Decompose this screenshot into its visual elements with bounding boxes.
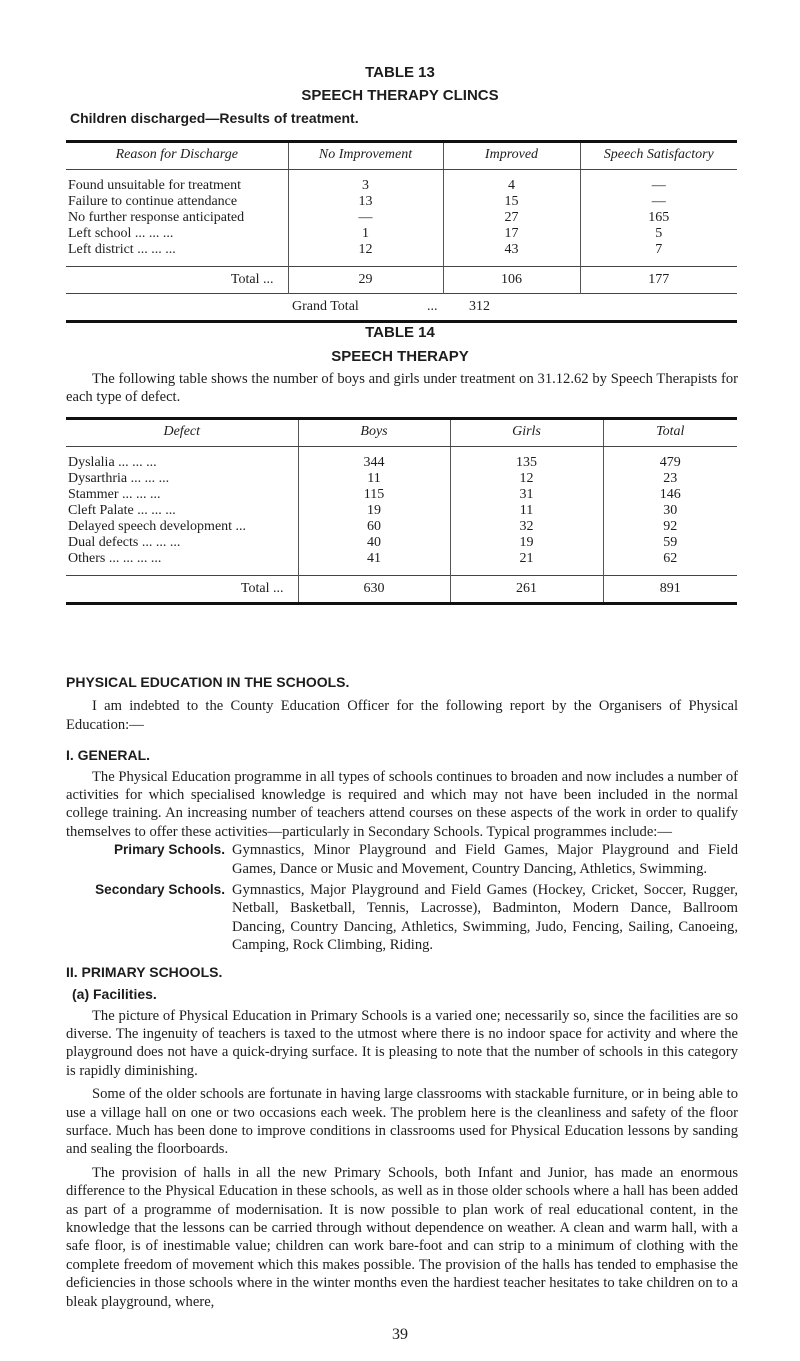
row-label: No further response anticipated	[68, 210, 245, 225]
header-speech-satisfactory: Speech Satisfactory	[580, 142, 737, 170]
cell-total: 62	[603, 551, 737, 567]
table13-header-row	[66, 142, 737, 170]
cell-satisfactory: 7	[580, 242, 737, 258]
cell-total: 30	[603, 503, 737, 519]
table14-intro: The following table shows the number of boys and girls under treatment on 31.12.62 by Speech Therapists for each type of defect.	[66, 371, 738, 406]
header-improved: Improved	[443, 142, 580, 170]
cell-girls: 32	[450, 519, 603, 535]
total-label: Total ...	[66, 576, 298, 604]
cell-total: 146	[603, 487, 737, 503]
table-row	[66, 178, 737, 194]
cell-satisfactory: —	[580, 194, 737, 210]
row-label: Others ... ... ... ...	[68, 551, 162, 566]
physical-education-section	[66, 673, 738, 1311]
total-girls: 261	[450, 576, 603, 604]
table-row	[66, 503, 737, 519]
header-boys: Boys	[298, 419, 450, 447]
table13	[66, 140, 737, 323]
cell-improved: 15	[443, 194, 580, 210]
primary-label: Primary Schools.	[113, 842, 225, 858]
table13-title: TABLE 13	[365, 64, 435, 81]
table-row	[66, 487, 737, 503]
primary-programme	[66, 841, 738, 878]
cell-boys: 11	[298, 471, 450, 487]
table-row	[66, 226, 737, 242]
table-row	[66, 519, 737, 535]
table13-caption: Children discharged—Results of treatment.	[70, 110, 359, 126]
cell-girls: 11	[450, 503, 603, 519]
table-row	[66, 455, 737, 471]
primary-schools-heading: II. PRIMARY SCHOOLS.	[66, 963, 223, 980]
table13-subtitle: SPEECH THERAPY CLINCS	[301, 87, 499, 104]
table-row	[66, 210, 737, 226]
row-label: Left district ... ... ...	[68, 242, 176, 257]
page-number: 39	[392, 1326, 408, 1343]
table-row	[66, 551, 737, 567]
paragraph: The picture of Physical Education in Primary Schools is a varied one; necessarily so, since the facilities are so diverse. The ingenuity of teachers is taxed to the utmost where there is no indoor space for activity and where the playground does not have a quick-drying surface. It is pleasing to note that the number of schools in this category is rapidly diminishing.	[66, 1007, 738, 1079]
row-label: Dyslalia ... ... ...	[68, 455, 157, 470]
general-heading: I. GENERAL.	[66, 747, 151, 764]
cell-boys: 60	[298, 519, 450, 535]
table13-grand-total-row	[66, 294, 737, 322]
section-heading: PHYSICAL EDUCATION IN THE SCHOOLS.	[66, 674, 350, 690]
table14	[66, 417, 737, 605]
cell-no-improvement: —	[288, 210, 443, 226]
cell-girls: 19	[450, 535, 603, 551]
table14-subtitle: SPEECH THERAPY	[331, 348, 469, 365]
row-label: Failure to continue attendance	[68, 194, 238, 209]
header-reason: Reason for Discharge	[66, 142, 288, 170]
cell-no-improvement: 12	[288, 242, 443, 258]
secondary-label: Secondary Schools.	[95, 882, 225, 898]
cell-total: 23	[603, 471, 737, 487]
paragraph: The provision of halls in all the new Primary Schools, both Infant and Junior, has made an enormous difference to the Physical Education in these schools, as well as in those older schools where a hall has been added as part of a programme of modernisation. It is now possible to plan work of real educational content, in the knowledge that the lessons can be carried through without dependence on weather. A clean and warm hall, with a safe floor, is of inestimable value; children can work bare-foot and can strip to a minimum of clothing with the complete freedom of movement which this makes possible. The provision of the halls has tended to emphasise the deficiencies in those schools where in the winter months even the hardiest teacher hesitates to take children on to a bleak playground, where,	[66, 1164, 738, 1310]
cell-total: 59	[603, 535, 737, 551]
cell-boys: 41	[298, 551, 450, 567]
cell-total: 92	[603, 519, 737, 535]
total-total: 891	[603, 576, 737, 604]
secondary-programme	[66, 881, 738, 955]
cell-boys: 40	[298, 535, 450, 551]
cell-improved: 4	[443, 178, 580, 194]
row-label: Dual defects ... ... ...	[68, 535, 181, 550]
cell-no-improvement: 1	[288, 226, 443, 242]
table-row	[66, 535, 737, 551]
pe-intro: I am indebted to the County Education Officer for the following report by the Organisers of Physical Education:—	[66, 698, 738, 733]
cell-improved: 27	[443, 210, 580, 226]
table14-title: TABLE 14	[365, 324, 435, 341]
table-row	[66, 194, 737, 210]
cell-satisfactory: 5	[580, 226, 737, 242]
row-label: Found unsuitable for treatment	[68, 178, 242, 193]
header-no-improvement: No Improvement	[288, 142, 443, 170]
row-label: Cleft Palate ... ... ...	[68, 503, 176, 518]
header-girls: Girls	[450, 419, 603, 447]
cell-boys: 19	[298, 503, 450, 519]
cell-girls: 12	[450, 471, 603, 487]
primary-text: Gymnastics, Minor Playground and Field Games, Major Playground and Field Games, Dance or Music and Movement, Country Dancing, Athletics, Swimming.	[232, 842, 738, 877]
cell-satisfactory: 165	[580, 210, 737, 226]
cell-boys: 115	[298, 487, 450, 503]
cell-girls: 135	[450, 455, 603, 471]
cell-improved: 17	[443, 226, 580, 242]
table13-total-row	[66, 267, 737, 294]
row-label: Delayed speech development ...	[68, 519, 247, 534]
total-satisfactory: 177	[580, 267, 737, 294]
total-boys: 630	[298, 576, 450, 604]
row-label: Stammer ... ... ...	[68, 487, 161, 502]
header-total: Total	[603, 419, 737, 447]
total-label: Total ...	[66, 267, 288, 294]
row-label: Left school ... ... ...	[68, 226, 174, 241]
table14-header-row	[66, 419, 737, 447]
cell-girls: 31	[450, 487, 603, 503]
cell-satisfactory: —	[580, 178, 737, 194]
secondary-text: Gymnastics, Major Playground and Field Games (Hockey, Cricket, Soccer, Rugger, Netball, Basketball, Tennis, Lacrosse), Badminton, Modern Dance, Ballroom Dancing, Country Dancing, Athletics, Swimming, Judo, Fencing, Sailing, Canoeing, Camping, Rock Climbing, Riding.	[232, 882, 738, 954]
table14-total-row	[66, 576, 737, 604]
facilities-heading: (a) Facilities.	[72, 986, 157, 1003]
cell-no-improvement: 3	[288, 178, 443, 194]
grand-total-dots: ...	[427, 299, 438, 314]
total-no-improvement: 29	[288, 267, 443, 294]
cell-girls: 21	[450, 551, 603, 567]
general-paragraph: The Physical Education programme in all types of schools continues to broaden and now includes a number of activities for which specialised knowledge is required and which may not have been included in the normal college training. An increasing number of teachers attend courses on these aspects of the work in order to qualify themselves to offer these activities—particularly in Secondary Schools. Typical programmes include:—	[66, 768, 738, 840]
cell-improved: 43	[443, 242, 580, 258]
header-defect: Defect	[66, 419, 298, 447]
cell-total: 479	[603, 455, 737, 471]
table-row	[66, 471, 737, 487]
grand-total-value: 312	[469, 299, 490, 314]
cell-boys: 344	[298, 455, 450, 471]
paragraph: Some of the older schools are fortunate in having large classrooms with stackable furniture, or in being able to use a village hall on one or two occasions each week. The problem here is the cleanliness and safety of the floor surface. Much has been done to improve conditions in classrooms used for Physical Education lessons by sanding and sealing the floorboards.	[66, 1086, 738, 1158]
total-improved: 106	[443, 267, 580, 294]
table-row	[66, 242, 737, 258]
row-label: Dysarthria ... ... ...	[68, 471, 170, 486]
grand-total-label: Grand Total	[288, 294, 443, 322]
cell-no-improvement: 13	[288, 194, 443, 210]
